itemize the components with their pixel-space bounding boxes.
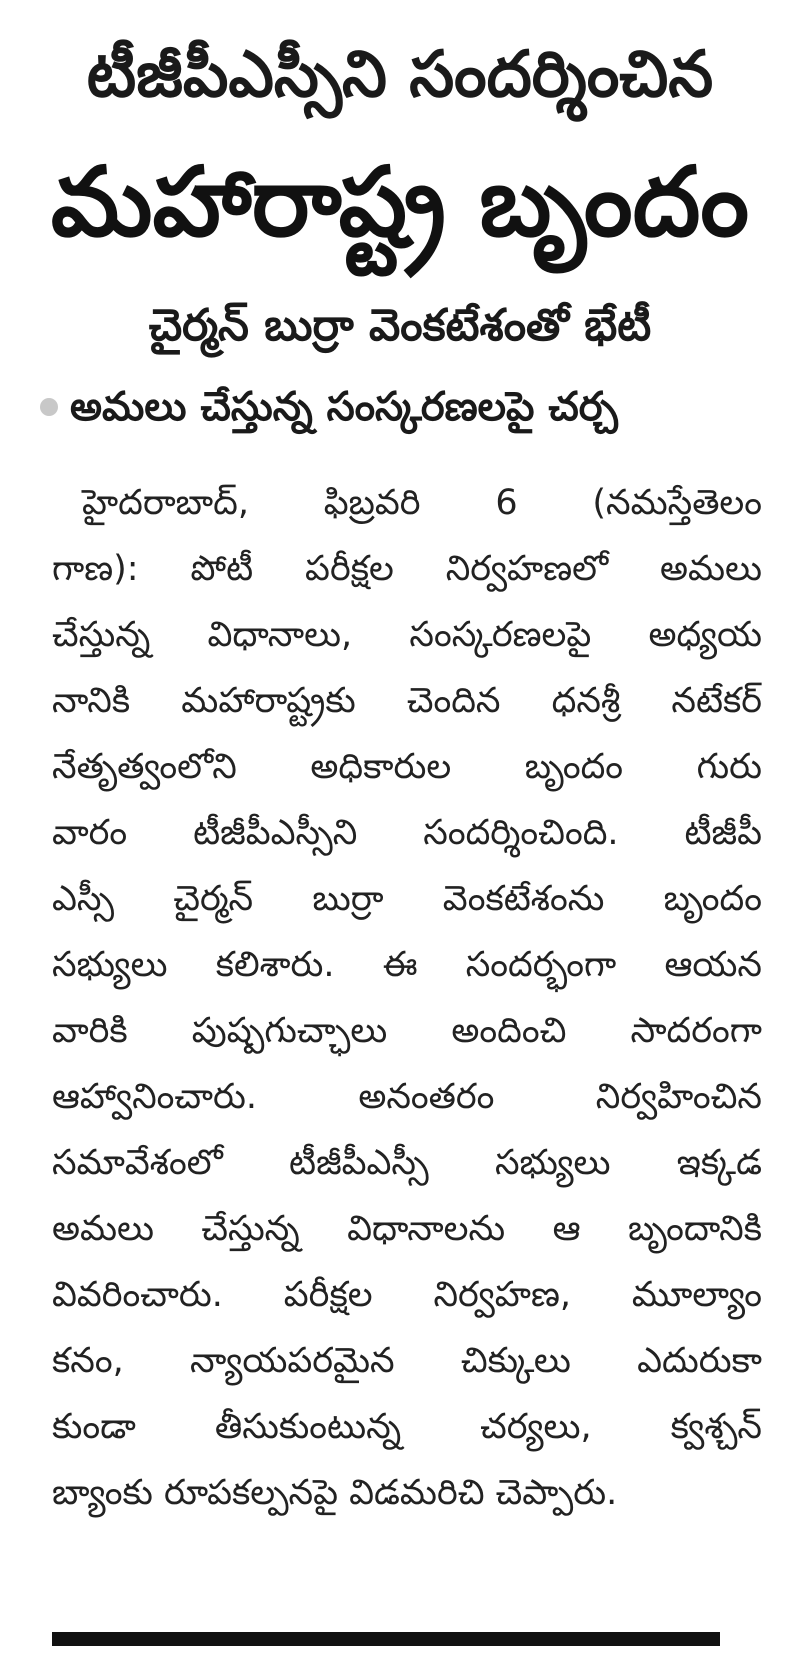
body-line: హైదరాబాద్, ఫిబ్రవరి 6 (నమస్తేతెలం: [82, 483, 762, 523]
subheadline: చైర్మన్ బుర్రా వెంకటేశంతో భేటీ: [148, 300, 652, 351]
body-line: వారికి పుష్పగుచ్ఛాలు అందించి సాదరంగా: [52, 1011, 762, 1051]
headline-line-1: టీజీపీఎస్సీని సందర్శించిన: [86, 38, 714, 112]
body-line: నేతృత్వంలోని అధికారుల బృందం గురు: [52, 747, 762, 787]
body-line: కుండా తీసుకుంటున్న చర్యలు, క్వశ్చన్: [52, 1407, 762, 1447]
headline-line-2: మహారాష్ట్ర బృందం: [50, 146, 750, 258]
body-line: బ్యాంకు రూపకల్పనపై విడమరిచి చెప్పారు.: [52, 1473, 618, 1513]
article-body: [52, 470, 762, 1526]
bottom-divider-rule: [52, 1632, 720, 1646]
body-line: అమలు చేస్తున్న విధానాలను ఆ బృందానికి: [52, 1209, 762, 1249]
body-line: సమావేశంలో టీజీపీఎస్సీ సభ్యులు ఇక్కడ: [52, 1143, 762, 1183]
body-line: నానికి మహారాష్ట్రకు చెందిన ధనశ్రీ నటేకర్: [52, 681, 762, 721]
bullet-text: అమలు చేస్తున్న సంస్కరణలపై చర్చ: [70, 384, 618, 430]
body-line: కనం, న్యాయపరమైన చిక్కులు ఎదురుకా: [52, 1341, 762, 1381]
body-line: వారం టీజీపీఎస్సీని సందర్శించింది. టీజీపీ: [52, 813, 762, 853]
body-line: చేస్తున్న విధానాలు, సంస్కరణలపై అధ్యయ: [52, 615, 762, 655]
bullet-point: [40, 383, 770, 431]
body-line: వివరించారు. పరీక్షల నిర్వహణ, మూల్యాం: [52, 1275, 762, 1315]
bullet-dot-icon: [40, 398, 58, 416]
body-line: ఆహ్వానించారు. అనంతరం నిర్వహించిన: [52, 1077, 762, 1117]
body-line: సభ్యులు కలిశారు. ఈ సందర్భంగా ఆయన: [52, 945, 762, 985]
body-line: గాణ): పోటీ పరీక్షల నిర్వహణలో అమలు: [52, 549, 762, 589]
body-line: ఎస్సీ చైర్మన్ బుర్రా వెంకటేశంను బృందం: [52, 879, 762, 919]
